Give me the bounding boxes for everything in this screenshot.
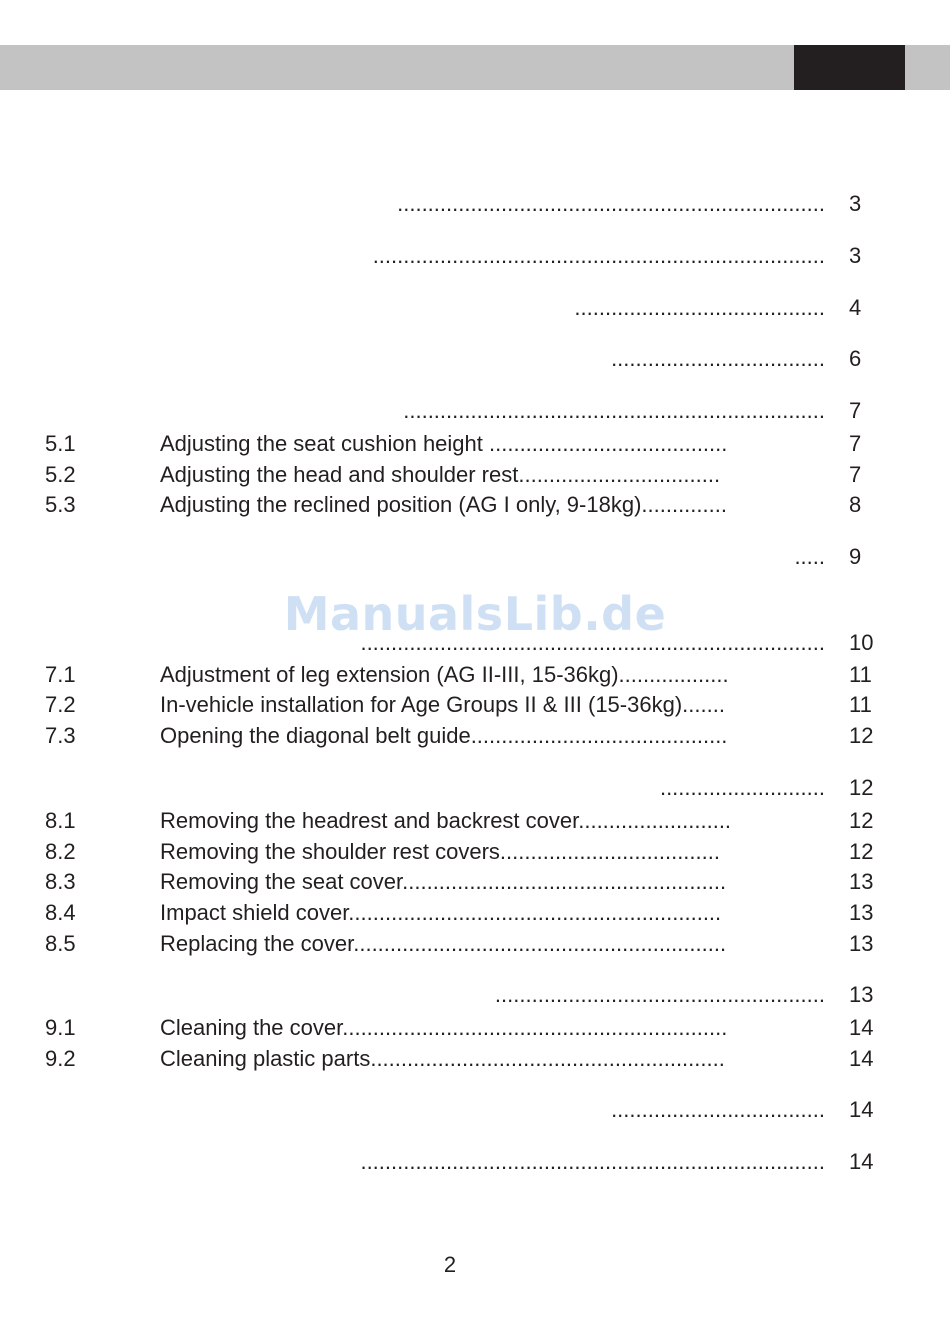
toc-entry[interactable] — [0, 721, 950, 751]
toc-entry-number: 7.3 — [45, 723, 76, 748]
toc-entry-number: 7.2 — [45, 692, 76, 717]
toc-entry[interactable] — [0, 542, 950, 572]
toc-entry-leader: ..................................................................... — [403, 398, 825, 423]
toc-entry-number: 8.3 — [45, 869, 76, 894]
toc-entry-page: 11 — [849, 692, 872, 717]
toc-entry-leader: ................................... — [611, 1097, 825, 1122]
toc-entry[interactable] — [0, 773, 950, 803]
toc-entry-number: 7.1 — [45, 662, 76, 687]
toc-entry-title: Opening the diagonal belt guide.......................................... — [160, 723, 728, 748]
toc-entry-page: 9 — [849, 544, 862, 569]
toc-entry[interactable] — [0, 837, 950, 867]
toc-entry[interactable] — [0, 867, 950, 897]
watermark: ManualsLib.de — [283, 587, 667, 641]
toc-entry-page: 3 — [849, 243, 862, 268]
toc-entry-page: 14 — [849, 1149, 874, 1174]
toc-entry-page: 13 — [849, 900, 874, 925]
toc-entry-page: 4 — [849, 295, 862, 320]
toc-entry-leader: .......................................................................... — [372, 243, 825, 268]
toc-entry-page: 12 — [849, 839, 874, 864]
toc-entry[interactable] — [0, 490, 950, 520]
toc-entry-leader: ............................................................................ — [360, 1149, 825, 1174]
toc-entry[interactable] — [0, 1095, 950, 1125]
toc-entry-leader: ...................................................................... — [397, 191, 825, 216]
toc-entry[interactable] — [0, 1013, 950, 1043]
toc-entry[interactable] — [0, 241, 950, 271]
toc-entry-title: Impact shield cover............................................................. — [160, 900, 722, 925]
toc-entry[interactable] — [0, 460, 950, 490]
toc-entry-number: 8.1 — [45, 808, 76, 833]
toc-entry-leader: ...................................................... — [494, 982, 825, 1007]
toc-entry-title: Adjustment of leg extension (AG II-III, 15-36kg).................. — [160, 662, 729, 687]
toc-entry-number: 8.2 — [45, 839, 76, 864]
toc-entry[interactable] — [0, 898, 950, 928]
toc-entry-number: 9.2 — [45, 1046, 76, 1071]
toc-entry-leader: ......................................... — [574, 295, 825, 320]
toc-entry-page: 13 — [849, 931, 874, 956]
toc-entry-page: 8 — [849, 492, 862, 517]
toc-entry-page: 6 — [849, 346, 862, 371]
toc-entry-title: Cleaning plastic parts.......................................................... — [160, 1046, 725, 1071]
toc-entry-title: Removing the headrest and backrest cover......................... — [160, 808, 732, 833]
toc-entry-page: 12 — [849, 808, 874, 833]
toc-entry-number: 9.1 — [45, 1015, 76, 1040]
toc-entry-page: 12 — [849, 723, 874, 748]
toc-entry-number: 5.1 — [45, 431, 76, 456]
toc-entry-title: Cleaning the cover............................................................... — [160, 1015, 728, 1040]
toc-entry-leader: ........................... — [659, 775, 825, 800]
toc-entry-page: 7 — [849, 398, 862, 423]
toc-entry[interactable] — [0, 396, 950, 426]
toc-entry[interactable] — [0, 980, 950, 1010]
toc-entry-page: 13 — [849, 869, 874, 894]
toc-entry-leader: ..... — [794, 544, 825, 569]
toc-entry[interactable] — [0, 429, 950, 459]
toc-entry-number: 5.3 — [45, 492, 76, 517]
toc-entry-title: Removing the seat cover..................................................... — [160, 869, 727, 894]
toc-entry[interactable] — [0, 660, 950, 690]
toc-entry-title: Adjusting the reclined position (AG I only, 9-18kg).............. — [160, 492, 727, 517]
toc-entry-number: 8.5 — [45, 931, 76, 956]
toc-entry-title: Adjusting the seat cushion height ....................................... — [160, 431, 728, 456]
page-number: 2 — [443, 1252, 457, 1277]
toc-entry[interactable] — [0, 189, 950, 219]
toc-entry-leader: ................................... — [611, 346, 825, 371]
toc-entry-leader: ............................................................................ — [360, 630, 825, 655]
toc-entry-number: 8.4 — [45, 900, 76, 925]
toc-entry-page: 14 — [849, 1015, 874, 1040]
toc-entry[interactable] — [0, 1044, 950, 1074]
toc-entry[interactable] — [0, 1147, 950, 1177]
toc-entry-page: 3 — [849, 191, 862, 216]
toc-entry-page: 14 — [849, 1046, 874, 1071]
toc-entry[interactable] — [0, 806, 950, 836]
toc-entry[interactable] — [0, 344, 950, 374]
toc-entry-title: In-vehicle installation for Age Groups II & III (15-36kg)....... — [160, 692, 725, 717]
toc-entry[interactable] — [0, 929, 950, 959]
toc-entry[interactable] — [0, 293, 950, 323]
toc-entry[interactable] — [0, 690, 950, 720]
toc-entry-page: 7 — [849, 462, 862, 487]
toc-entry-title: Replacing the cover............................................................. — [160, 931, 727, 956]
toc-entry-page: 10 — [849, 630, 874, 655]
toc-entry-title: Adjusting the head and shoulder rest................................. — [160, 462, 721, 487]
toc-entry-page: 12 — [849, 775, 874, 800]
toc-entry-page: 14 — [849, 1097, 874, 1122]
toc-entry-page: 11 — [849, 662, 872, 687]
toc-entry-page: 7 — [849, 431, 862, 456]
toc-entry-title: Removing the shoulder rest covers.................................... — [160, 839, 720, 864]
toc-entry-page: 13 — [849, 982, 874, 1007]
toc-entry-number: 5.2 — [45, 462, 76, 487]
